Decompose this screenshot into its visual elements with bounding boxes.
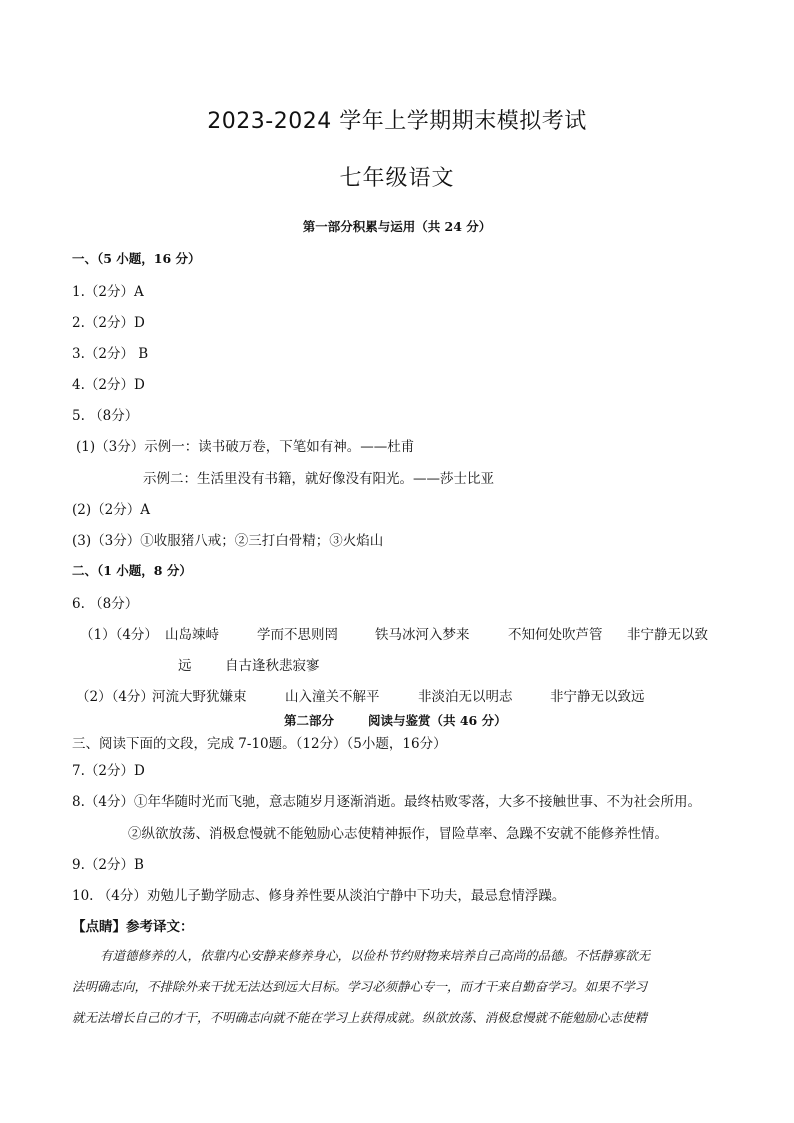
- answer-q6-1-item: 山岛竦峙: [165, 627, 219, 643]
- answer-q8-line2: ②纵欲放荡、消极怠慢就不能勉励心志使精神振作，冒险草率、急躁不安就不能修养性情。: [128, 826, 668, 842]
- answer-q6-2-item: 河流大野犹嫌束: [152, 689, 247, 705]
- translation-line: 法明确志向，不排除外来干扰无法达到远大目标。学习必须静心专一，而才干来自勤奋学习。如果不学习: [72, 979, 648, 994]
- translation-line: 有道德修养的人，依靠内心安静来修养身心，以俭朴节约财物来培养自己高尚的品德。不恬静寡欲无: [100, 948, 651, 963]
- answer-q9: 9.（2分）B: [72, 857, 144, 873]
- section1-heading: 一、（5 小题，16 分）: [72, 251, 201, 266]
- page-title: 2023-2024 学年上学期期末模拟考试: [207, 109, 587, 134]
- answer-q2: 2.（2分）D: [72, 315, 145, 331]
- answer-q7: 7.（2分）D: [72, 763, 145, 779]
- answer-q5-2: (2)（2分）A: [72, 502, 150, 518]
- answer-q6-2-item: 非淡泊无以明志: [418, 689, 513, 705]
- section3-heading: 三、阅读下面的文段，完成 7-10题。（12分）（5小题，16分）: [72, 736, 447, 752]
- answer-q6-1-item: 不知何处吹芦管: [508, 627, 603, 643]
- answer-q10: 10. （4分）劝勉儿子勤学励志、修身养性要从淡泊宁静中下功夫，最忌怠情浮躁。: [72, 888, 566, 904]
- answer-q1: 1.（2分）A: [72, 284, 144, 300]
- answer-q6-1-continuation: 远: [178, 658, 192, 674]
- part1-heading: 第一部分积累与运用（共 24 分）: [302, 219, 492, 234]
- answer-q6-1-item: 非宁静无以致: [627, 627, 708, 643]
- answer-q6-1-item: 学而不思则罔: [257, 627, 338, 643]
- answer-q5-3: (3)（3分）①收服猪八戒；②三打白骨精；③火焰山: [72, 533, 384, 549]
- answer-q6-1-label: （1）（4分）: [80, 627, 158, 643]
- answer-q6-1-continuation: 自古逢秋悲寂寥: [225, 658, 320, 674]
- annotation-heading: 【点睛】参考译文：: [72, 919, 194, 935]
- part2-title: 阅读与鉴赏（共 46 分）: [368, 713, 507, 728]
- answer-q8-line1: 8.（4分）①年华随时光而飞驰，意志随岁月逐渐消逝。最终枯败零落，大多不接触世事、不为社会所用。: [72, 794, 701, 810]
- answer-q6: 6. （8分）: [72, 596, 139, 612]
- part2-label: 第二部分: [284, 713, 335, 728]
- answer-q6-2-label: （2）（4分）: [76, 689, 154, 705]
- answer-q3: 3.（2分） B: [72, 346, 149, 362]
- answer-q4: 4.（2分）D: [72, 377, 145, 393]
- answer-q5: 5. （8分）: [72, 408, 139, 424]
- translation-line: 就无法增长自己的才干，不明确志向就不能在学习上获得成就。纵欲放荡、消极怠慢就不能勉励心志使精: [72, 1010, 648, 1025]
- answer-q5-1-example1: (1)（3分）示例一：读书破万卷，下笔如有神。——杜甫: [76, 439, 415, 455]
- answer-q6-1-item: 铁马冰河入梦来: [375, 627, 470, 643]
- page-subtitle: 七年级语文: [339, 166, 455, 191]
- answer-q6-2-item: 非宁静无以致远: [550, 689, 645, 705]
- answer-q5-1-example2: 示例二：生活里没有书籍，就好像没有阳光。——莎士比亚: [143, 471, 494, 487]
- section2-heading: 二、（1 小题，8 分）: [72, 563, 192, 578]
- answer-q6-2-item: 山入潼关不解平: [285, 689, 380, 705]
